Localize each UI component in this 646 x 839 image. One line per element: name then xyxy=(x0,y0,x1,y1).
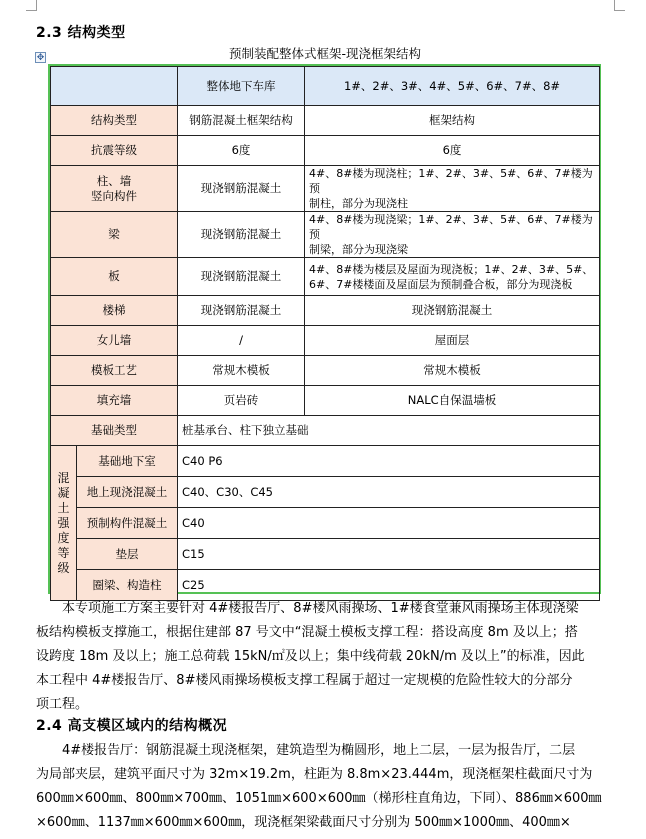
header-corner-cell xyxy=(51,67,178,106)
group-char: 强 xyxy=(57,515,70,530)
table-cell: 现浇钢筋混凝土 xyxy=(305,296,600,326)
row-label: 模板工艺 xyxy=(51,356,178,386)
paragraph-line: 项工程。 xyxy=(36,697,89,712)
table-cell: NALC自保温墙板 xyxy=(305,386,600,416)
table-cell: 6度 xyxy=(178,136,305,166)
row-label: 地上现浇混凝土 xyxy=(77,477,178,508)
table-cell: 桩基承台、柱下独立基础 xyxy=(178,416,600,446)
row-label: 女儿墙 xyxy=(51,326,178,356)
table-cell: 现浇钢筋混凝土 xyxy=(178,296,305,326)
table-row xyxy=(51,539,600,570)
table-row xyxy=(51,356,600,386)
row-label: 基础地下室 xyxy=(77,446,178,477)
table-row xyxy=(51,477,600,508)
table-row xyxy=(51,416,600,446)
paragraph-line: 4#楼报告厅：钢筋混凝土现浇框架，建筑造型为椭圆形，地上二层，一层为报告厅，二层 xyxy=(62,743,576,758)
group-char: 混 xyxy=(57,470,70,485)
table-cell: 屋面层 xyxy=(305,326,600,356)
table-cell: C40、C30、C45 xyxy=(178,477,600,508)
table-cell: C15 xyxy=(178,539,600,570)
row-label: 填充墙 xyxy=(51,386,178,416)
table-cell: 框架结构 xyxy=(305,106,600,136)
row-label-line: 竖向构件 xyxy=(91,188,137,203)
group-char: 级 xyxy=(57,560,70,575)
table-header-row xyxy=(51,67,600,106)
paragraph-line: ×600㎜、1137㎜×600㎜×600㎜，现浇框架梁截面尺寸分别为 500㎜×1000㎜、400㎜× xyxy=(36,815,571,830)
cell-line: 6#、7#楼楼面及屋面层为预制叠合板，部分为现浇板 xyxy=(309,277,573,291)
table-row xyxy=(51,446,600,477)
section-heading-2-3: 2.3 结构类型 xyxy=(36,25,126,41)
table-row xyxy=(51,570,600,601)
row-label: 垫层 xyxy=(77,539,178,570)
table-cell: 6度 xyxy=(305,136,600,166)
cell-line: 制梁，部分为现浇梁 xyxy=(309,243,408,256)
group-char: 土 xyxy=(57,500,70,515)
table-row xyxy=(51,136,600,166)
row-label: 预制构件混凝土 xyxy=(77,508,178,539)
table-move-handle-icon[interactable]: ✥ xyxy=(36,53,45,63)
group-char: 凝 xyxy=(57,485,70,500)
paragraph-line: 本专项施工方案主要针对 4#楼报告厅、8#楼风雨操场、1#楼食堂兼风雨操场主体现浇梁 xyxy=(62,601,579,616)
row-label: 板 xyxy=(51,258,178,296)
row-label-line: 柱、墙 xyxy=(96,173,132,188)
table-cell: 常规木模板 xyxy=(305,356,600,386)
table-cell: / xyxy=(178,326,305,356)
table-row xyxy=(51,166,600,212)
cell-line: 4#、8#楼为现浇柱；1#、2#、3#、5#、6#、7#楼为预 xyxy=(309,167,593,195)
row-label xyxy=(51,166,178,212)
table-row xyxy=(51,212,600,258)
table-row xyxy=(51,106,600,136)
table-caption: 预制装配整体式框架-现浇框架结构 xyxy=(228,46,421,61)
cell-line: 4#、8#楼为楼层及屋面为现浇板；1#、2#、3#、5#、 xyxy=(309,262,594,276)
table-row xyxy=(51,326,600,356)
table-cell: 现浇钢筋混凝土 xyxy=(178,166,305,212)
table-row xyxy=(51,386,600,416)
row-label: 基础类型 xyxy=(51,416,178,446)
table-cell xyxy=(305,166,600,212)
page-corner-mark-left xyxy=(26,0,37,11)
table-cell: C40 P6 xyxy=(178,446,600,477)
paragraph-line: 600㎜×600㎜、800㎜×700㎜、1051㎜×600×600㎜（梯形柱直角边，下同）、886㎜×600㎜ xyxy=(36,791,602,806)
table-cell: 现浇钢筋混凝土 xyxy=(178,258,305,296)
group-char: 度 xyxy=(57,530,70,545)
concrete-grade-group-label xyxy=(51,446,77,601)
paragraph-scope xyxy=(36,597,616,717)
table-row xyxy=(51,258,600,296)
cell-line: 制柱，部分为现浇柱 xyxy=(309,197,408,210)
header-cell: 整体地下车库 xyxy=(178,67,305,106)
paragraph-line: 本工程中 4#楼报告厅、8#楼风雨操场模板支撑工程属于超过一定规模的危险性较大的分部分 xyxy=(36,673,573,688)
page-corner-mark-right xyxy=(614,0,625,11)
row-label: 梁 xyxy=(51,212,178,258)
row-label: 楼梯 xyxy=(51,296,178,326)
structure-type-table xyxy=(50,66,600,601)
table-cell xyxy=(305,212,600,258)
paragraph-line: 板结构模板支撑施工，根据住建部 87 号文中“混凝土模板支撑工程：搭设高度 8m 及以上；搭 xyxy=(36,625,578,640)
cell-line: 4#、8#楼为现浇梁；1#、2#、3#、5#、6#、7#楼为预 xyxy=(309,213,593,241)
table-cell xyxy=(305,258,600,296)
table-row xyxy=(51,508,600,539)
paragraph-line: 为局部夹层，建筑平面尺寸为 32m×19.2m，柱距为 8.8m×23.444m，现浇框架柱截面尺寸为 xyxy=(36,767,593,782)
table-cell: C25 xyxy=(178,570,600,601)
table-cell: 现浇钢筋混凝土 xyxy=(178,212,305,258)
header-cell: 1#、2#、3#、4#、5#、6#、7#、8# xyxy=(305,67,600,106)
paragraph-structure-overview xyxy=(36,739,616,835)
table-cell: 常规木模板 xyxy=(178,356,305,386)
table-cell: 页岩砖 xyxy=(178,386,305,416)
row-label: 结构类型 xyxy=(51,106,178,136)
section-heading-2-4: 2.4 高支模区域内的结构概况 xyxy=(36,718,228,734)
table-row xyxy=(51,296,600,326)
group-char: 等 xyxy=(57,545,70,560)
table-cell: 钢筋混凝土框架结构 xyxy=(178,106,305,136)
row-label: 圈梁、构造柱 xyxy=(77,570,178,601)
table-cell: C40 xyxy=(178,508,600,539)
paragraph-line: 设跨度 18m 及以上；施工总荷载 15kN/㎡及以上；集中线荷载 20kN/m 及以上”的标准，因此 xyxy=(36,649,585,664)
row-label: 抗震等级 xyxy=(51,136,178,166)
